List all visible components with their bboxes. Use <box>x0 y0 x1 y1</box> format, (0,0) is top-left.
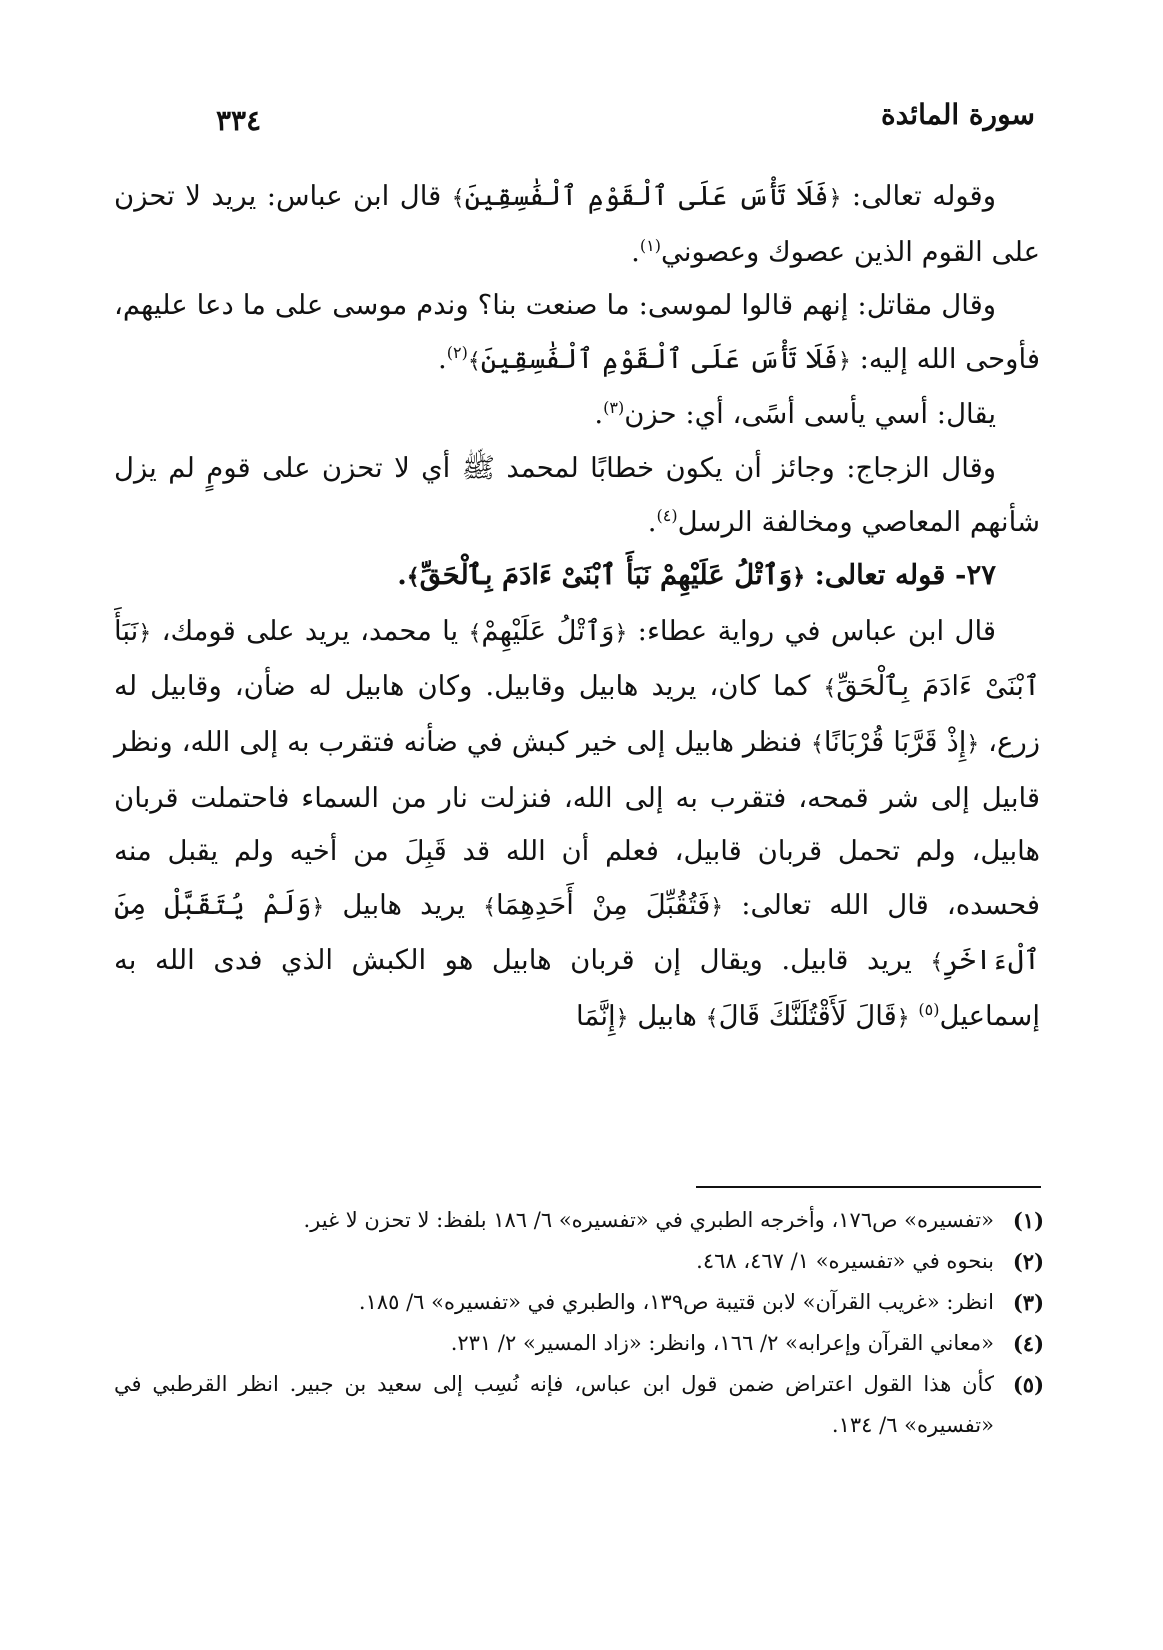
text-run: . <box>594 398 604 431</box>
footnote-ref: (٣) <box>603 398 625 418</box>
quran-verse: وَلَمْ يُتَقَبَّلْ مِنَ ٱلْءَاخَرِ <box>114 888 1040 977</box>
quran-bracket-close: ﴾ <box>483 894 497 920</box>
text-run: وقال مقاتل: إنهم قالوا لموسى: ما صنعت بنا؟ وندم موسى على ما دعا عليهم، فأوحى الله إليه: <box>114 289 1040 375</box>
footnote-text: بنحوه في «تفسيره» ١/ ٤٦٧، ٤٦٨. <box>696 1249 994 1273</box>
quran-verse: إِذْ قَرَّبَا قُرْبَانًا <box>823 725 967 758</box>
footnote-number: (١) <box>1012 1208 1044 1233</box>
paragraph-6 <box>114 605 1040 1046</box>
text-run: وقوله تعالى: <box>841 180 996 212</box>
quran-verse: فَلَا تَأْسَ عَلَى ٱلْقَوْمِ ٱلْفَٰسِقِينَ <box>464 180 829 212</box>
quran-bracket-open: ﴿ <box>792 564 806 591</box>
text-run: . <box>437 342 447 375</box>
footnote-number: (٢) <box>1012 1249 1044 1274</box>
quran-verse: وَٱتْلُ عَلَيْهِمْ نَبَأَ ٱبْنَىْ ءَادَمَ بِٱلْحَقِّ <box>419 559 793 592</box>
quran-verse: نَبَأَ ٱبْنَىْ ءَادَمَ بِٱلْحَقِّ <box>114 614 1041 703</box>
quran-bracket-open: ﴿ <box>710 894 724 920</box>
text-run: . <box>397 559 407 592</box>
quran-bracket-close: ﴾ <box>930 950 944 976</box>
quran-verse: إِنَّمَا <box>576 999 616 1032</box>
text-run: يريد هابيل <box>324 888 484 921</box>
text-run: . <box>631 235 640 268</box>
quran-verse: قَالَ لَأَقْتُلَنَّكَ قَالَ <box>718 999 897 1032</box>
quran-bracket-close: ﴾ <box>451 186 465 211</box>
quran-verse: فَلَا تَأْسَ عَلَى ٱلْقَوْمِ ٱلْفَٰسِقِينَ <box>480 342 838 375</box>
quran-bracket-close: ﴾ <box>823 676 837 702</box>
text-run: يريد قابيل. ويقال إن قربان هابيل هو الكبش الذي فدى الله به إسماعيل <box>114 944 1040 1032</box>
quran-verse: فَتُقُبِّلَ مِنْ أَحَدِهِمَا <box>496 888 711 921</box>
footnote-ref: (٢) <box>446 342 468 362</box>
footnote-ref: (٥) <box>918 999 940 1019</box>
quran-bracket-open: ﴿ <box>966 731 980 757</box>
verse-heading-27 <box>114 549 1040 605</box>
quran-bracket-open: ﴿ <box>614 620 628 646</box>
footnote-ref: (٤) <box>656 505 678 525</box>
footnote-ref: (١) <box>639 235 661 255</box>
text-run: قال ابن عباس في رواية عطاء: <box>627 614 997 647</box>
paragraph-2 <box>114 279 1040 388</box>
quran-bracket-open: ﴿ <box>896 1005 910 1031</box>
footnote-number: (٣) <box>1012 1290 1044 1315</box>
text-run: كما كان، يريد هابيل وقابيل. وكان هابيل له ضأن، وقابيل له زرع، <box>114 670 1041 758</box>
footnote-text: كأن هذا القول اعتراض ضمن قول ابن عباس، فإنه نُسِب إلى سعيد بن جبير. انظر القرطبي في «تفسيره» ٦/ ١٣٤. <box>114 1372 994 1437</box>
text-run: ٢٧- قوله تعالى: <box>805 559 996 592</box>
footnote-separator <box>696 1186 1041 1188</box>
text-run: يقال: أسي يأسى أسًى، أي: حزن <box>624 398 996 431</box>
quran-bracket-open: ﴿ <box>311 894 325 920</box>
quran-bracket-open: ﴿ <box>615 1005 629 1031</box>
text-run: هابيل <box>628 999 706 1032</box>
footnote-text: «معاني القرآن وإعرابه» ٢/ ١٦٦، وانظر: «زاد المسير» ٢/ ٢٣١. <box>450 1331 994 1355</box>
page-number: ٣٣٤ <box>216 104 262 137</box>
text-run: فنظر هابيل إلى خير كبش في ضأنه فتقرب به إلى الله، ونظر قابيل إلى شر قمحه، فتقرب به إلى الله، فنزلت نار من السماء فاحتملت قربان هابيل، ولم تحمل قربان قابيل، فعلم أن الله قد قَبِلَ من أخيه ولم يقبل منه فحسده، قال الله تعالى: <box>114 725 1040 921</box>
footnote-2 <box>114 1241 1044 1282</box>
footnote-3 <box>114 1282 1044 1323</box>
footnote-number: (٥) <box>1012 1372 1044 1397</box>
text-run: وقال الزجاج: وجائز أن يكون خطابًا لمحمد ﷺ أي لا تحزن على قومٍ لم يزل شأنهم المعاصي ومخالفة الرسل <box>114 451 1040 538</box>
text-run: يا محمد، يريد على قومك، <box>151 614 469 647</box>
text-run: . <box>647 505 657 538</box>
quran-verse: وَٱتْلُ عَلَيْهِمْ <box>481 614 615 647</box>
quran-bracket-close: ﴾ <box>705 1005 719 1031</box>
footnotes <box>114 1200 1044 1446</box>
footnote-5 <box>114 1364 1044 1446</box>
quran-bracket-close: ﴾ <box>811 731 824 757</box>
footnote-text: انظر: «غريب القرآن» لابن قتيبة ص١٣٩، والطبري في «تفسيره» ٦/ ١٨٥. <box>358 1290 994 1314</box>
quran-bracket-close: ﴾ <box>468 620 482 646</box>
running-header-title: سورة المائدة <box>880 98 1035 131</box>
quran-bracket-open: ﴿ <box>837 348 851 374</box>
quran-bracket-close: ﴾ <box>467 348 481 374</box>
paragraph-1 <box>114 170 1040 279</box>
quran-bracket-open: ﴿ <box>138 620 152 646</box>
footnote-text: «تفسيره» ص١٧٦، وأخرجه الطبري في «تفسيره» ٦/ ١٨٦ بلفظ: لا تحزن لا غير. <box>303 1208 994 1232</box>
main-text <box>114 170 1040 1046</box>
quran-bracket-open: ﴿ <box>828 186 842 211</box>
quran-bracket-close: ﴾ <box>406 564 420 591</box>
footnote-number: (٤) <box>1012 1331 1044 1356</box>
text-run: قال ابن عباس: يريد لا تحزن على القوم الذين عصوك وعصوني <box>114 180 1040 268</box>
paragraph-3 <box>114 388 1040 442</box>
footnote-1 <box>114 1200 1044 1241</box>
paragraph-4 <box>114 442 1040 549</box>
footnote-4 <box>114 1323 1044 1364</box>
